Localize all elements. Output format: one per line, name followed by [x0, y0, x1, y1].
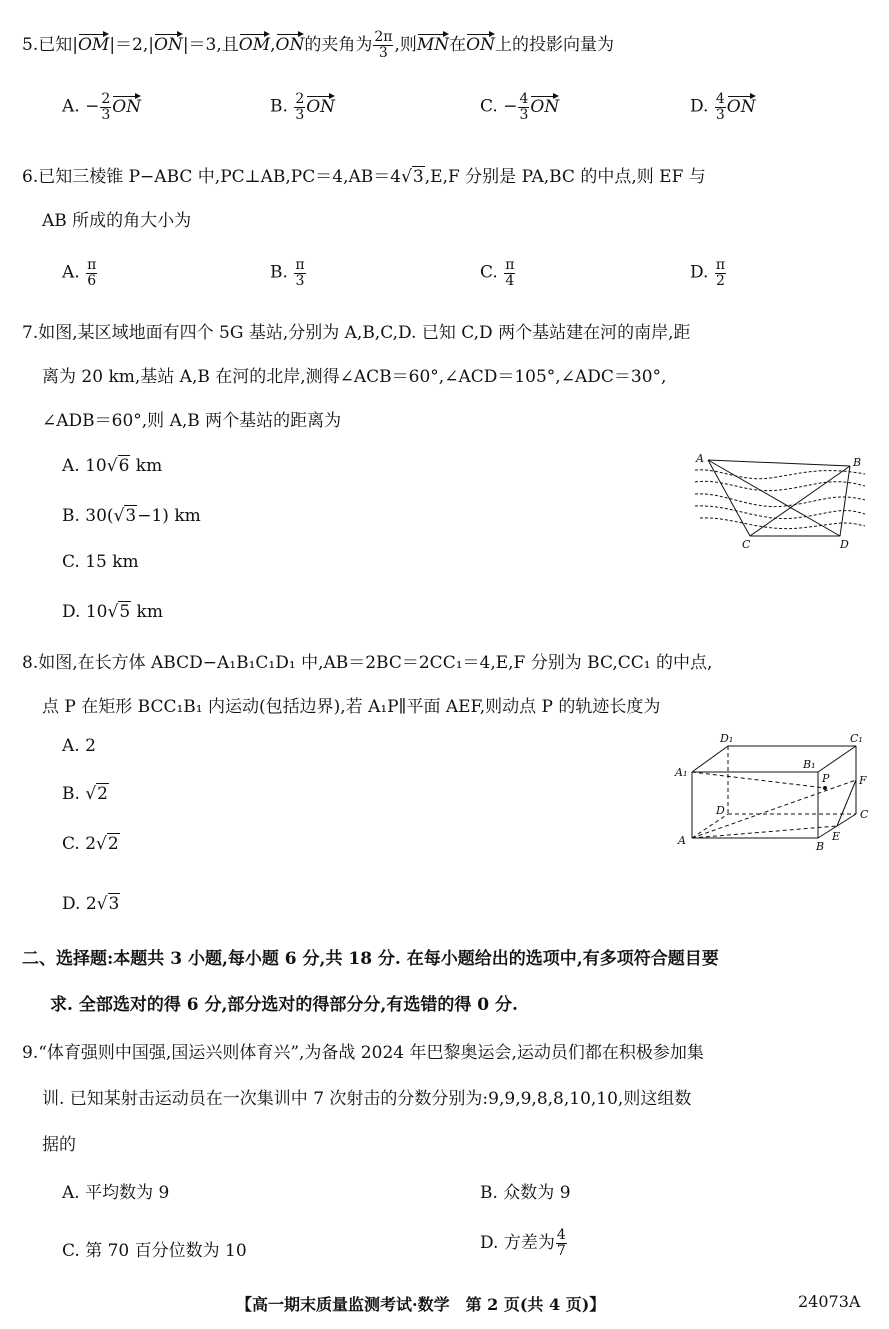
label-a: A — [678, 834, 686, 847]
segment-ab — [708, 460, 850, 466]
option-label: B. — [62, 784, 86, 804]
q6-option-a — [62, 258, 98, 288]
label-f: F — [859, 774, 867, 787]
option-fraction — [715, 92, 726, 122]
option-label: C. 2 — [62, 834, 97, 854]
option-label: B. 30( — [62, 506, 114, 526]
q5-angle-fraction — [373, 30, 393, 60]
unit: km — [130, 456, 163, 476]
option-rest: −1) km — [137, 506, 201, 526]
frac-den: 7 — [556, 1243, 566, 1259]
label-a1: A₁ — [675, 766, 688, 779]
sqrt: √6 — [106, 456, 130, 476]
q9-option-c: C. 第 70 百分位数为 10 — [62, 1241, 247, 1261]
q7-option-a — [62, 456, 162, 476]
vector-on: ON — [154, 35, 183, 55]
question-9-line-1: 9.“体育强则中国强,国运兴则体育兴”,为备战 2024 年巴黎奥运会,运动员们都在积极参加集 — [22, 1043, 704, 1063]
q5-angle-num: 2π — [374, 29, 393, 46]
frac-num: 4 — [715, 91, 725, 107]
segment-bd — [840, 466, 850, 536]
q5-text-d: , — [270, 35, 276, 55]
option-label: A. — [62, 262, 80, 283]
q8-option-b — [62, 784, 109, 804]
segment-bc — [750, 466, 850, 536]
page-footer-code: 24073A — [798, 1292, 861, 1311]
question-8-line-2: 点 P 在矩形 BCC₁B₁ 内运动(包括边界),若 A₁P∥平面 AEF,则动点 P 的轨迹长度为 — [42, 697, 661, 717]
q5-option-a — [62, 92, 141, 122]
option-label: A. — [62, 96, 80, 117]
sqrt: √3 — [113, 506, 137, 526]
edge-a-d — [692, 814, 728, 838]
q5-angle-den: 3 — [378, 45, 388, 61]
option-label: A. 10 — [62, 456, 107, 476]
unit: km — [131, 602, 163, 622]
label-b1: B₁ — [803, 758, 816, 771]
label-a: A — [696, 452, 704, 465]
question-7-line-2: 离为 20 km,基站 A,B 在河的北岸,测得∠ACB＝60°,∠ACD＝105°,∠ADC＝30°, — [42, 367, 667, 387]
option-vector: ON — [306, 96, 336, 117]
option-fraction — [715, 258, 726, 288]
option-label: D. 10 — [62, 602, 108, 622]
frac-num: π — [295, 257, 305, 273]
q8-option-a: A. 2 — [62, 736, 96, 756]
q5-text-e: 的夹角为 — [304, 35, 373, 55]
edge-b1-c1 — [818, 746, 856, 772]
q5-option-b — [270, 92, 335, 122]
vector-mn: MN — [416, 35, 450, 55]
radicand: 3 — [108, 894, 120, 914]
option-fraction — [518, 92, 529, 122]
sqrt: √2 — [85, 784, 108, 804]
label-b: B — [816, 840, 825, 853]
option-label: C. — [480, 96, 498, 117]
q5-text-g: 在 — [449, 35, 467, 55]
frac-den: 6 — [87, 272, 97, 289]
section-2-heading-line-2: 求. 全部选对的得 6 分,部分选对的得部分分,有选错的得 0 分. — [50, 995, 518, 1015]
option-vector: ON — [726, 96, 756, 117]
option-label: D. — [690, 262, 709, 283]
q5-number: 5. — [22, 35, 39, 55]
question-7-line-1: 7.如图,某区域地面有四个 5G 基站,分别为 A,B,C,D. 已知 C,D 两个基站建在河的南岸,距 — [22, 323, 691, 343]
frac-num: π — [505, 257, 515, 273]
question-6-line-2: AB 所成的角大小为 — [42, 211, 192, 231]
label-e: E — [832, 830, 841, 843]
question-8-line-1: 8.如图,在长方体 ABCD−A₁B₁C₁D₁ 中,AB＝2BC＝2CC₁＝4,E,F 分别为 BC,CC₁ 的中点, — [22, 653, 713, 673]
river-bank-dashed-5 — [700, 518, 865, 529]
q9-option-d — [480, 1228, 568, 1259]
frac-num: 4 — [519, 91, 529, 107]
label-c: C — [742, 538, 751, 551]
frac-den: 3 — [715, 106, 725, 123]
frac-num: 2 — [101, 91, 111, 107]
q7-option-b — [62, 506, 201, 526]
q5-text-f: ,则 — [394, 35, 417, 55]
frac-den: 3 — [295, 272, 305, 289]
frac-den: 3 — [295, 106, 305, 123]
vector-on-3: ON — [466, 35, 495, 55]
frac-num: 4 — [556, 1227, 566, 1244]
q8-option-d — [62, 894, 120, 914]
river-bank-dashed-4 — [695, 506, 865, 519]
q6-text-1b: ,E,F 分别是 PA,BC 的中点,则 EF 与 — [424, 167, 706, 187]
radicand: 5 — [119, 602, 131, 622]
question-9-line-3: 据的 — [42, 1135, 76, 1155]
river-bank-dashed-1 — [695, 470, 865, 479]
option-sign: − — [85, 96, 100, 117]
question-9-line-2: 训. 已知某射击运动员在一次集训中 7 次射击的分数分别为:9,9,9,8,8,10,10,则这组数 — [42, 1089, 692, 1109]
option-fraction — [100, 92, 111, 122]
option-fraction — [294, 258, 305, 288]
vector-om: OM — [77, 35, 110, 55]
segment-a1-p — [692, 772, 825, 788]
radicand: 2 — [107, 834, 119, 854]
frac-den: 3 — [101, 106, 111, 123]
frac-num: π — [715, 257, 726, 273]
river-bank-dashed-3 — [695, 494, 865, 507]
option-fraction — [504, 258, 515, 288]
q6-option-c — [480, 258, 516, 288]
q6-option-d — [690, 258, 727, 288]
label-d: D — [716, 804, 725, 817]
option-label: B. — [270, 96, 288, 117]
frac-num: π — [87, 257, 97, 273]
q6-text-1: 6.已知三棱锥 P−ABC 中,PC⊥AB,PC＝4,AB＝4 — [22, 167, 402, 187]
q5-text-b: |＝2,| — [109, 35, 154, 55]
question-5-stem — [22, 30, 614, 61]
q5-text-c: |＝3,且 — [182, 35, 239, 55]
sqrt: √5 — [107, 602, 131, 622]
frac-num: 2 — [295, 91, 305, 107]
option-label: B. — [270, 262, 288, 283]
section-2-heading-line-1: 二、选择题:本题共 3 小题,每小题 6 分,共 18 分. 在每小题给出的选项中,有多项符合题目要 — [22, 949, 719, 969]
q9-option-b: B. 众数为 9 — [480, 1183, 571, 1203]
q5-option-c — [480, 92, 559, 122]
radicand: 6 — [118, 456, 130, 476]
q7-option-c: C. 15 km — [62, 552, 139, 572]
radicand: 3 — [125, 506, 137, 526]
question-7-line-3: ∠ADB＝60°,则 A,B 两个基站的距离为 — [42, 411, 342, 431]
vector-om-2: OM — [238, 35, 271, 55]
segment-ad — [708, 460, 840, 536]
option-label: D. 方差为 — [480, 1233, 555, 1253]
q7-option-d — [62, 602, 163, 622]
label-p: P — [822, 772, 830, 785]
radicand: 3 — [412, 167, 424, 187]
q5-option-d — [690, 92, 756, 122]
question-6-line-1 — [22, 162, 706, 187]
radicand: 2 — [97, 784, 108, 804]
label-c1: C₁ — [850, 732, 863, 745]
q8-option-c — [62, 834, 120, 854]
label-d: D — [840, 538, 849, 551]
q9-option-a: A. 平均数为 9 — [62, 1183, 170, 1203]
segment-a-e — [692, 826, 837, 838]
q6-option-b — [270, 258, 307, 288]
label-c: C — [860, 808, 869, 821]
option-sign: − — [503, 96, 518, 117]
q5-text-a: 已知| — [38, 35, 78, 55]
label-b: B — [853, 456, 862, 469]
option-vector: ON — [112, 96, 142, 117]
option-label: C. — [480, 262, 498, 283]
edge-a1-d1 — [692, 746, 728, 772]
option-label: D. — [690, 96, 709, 117]
frac-den: 4 — [505, 272, 515, 289]
page-footer-title: 【高一期末质量监测考试·数学 第 2 页(共 4 页)】 — [236, 1295, 606, 1314]
option-label: D. 2 — [62, 894, 97, 914]
option-fraction — [86, 258, 97, 288]
frac-den: 2 — [715, 272, 725, 289]
vector-on-2: ON — [275, 35, 305, 55]
option-fraction — [294, 92, 305, 122]
label-d1: D₁ — [720, 732, 734, 745]
river-base-stations-figure — [690, 448, 875, 556]
frac-den: 3 — [519, 106, 529, 123]
point-p — [823, 786, 827, 790]
sqrt: √2 — [96, 834, 119, 854]
option-vector: ON — [530, 96, 560, 117]
sqrt-3: √3 — [401, 167, 424, 187]
q5-text-h: 上的投影向量为 — [494, 35, 614, 55]
cuboid-figure — [670, 730, 875, 855]
option-fraction — [556, 1228, 567, 1258]
sqrt: √3 — [96, 894, 120, 914]
segment-ac — [708, 460, 750, 536]
segment-e-f — [837, 780, 856, 826]
